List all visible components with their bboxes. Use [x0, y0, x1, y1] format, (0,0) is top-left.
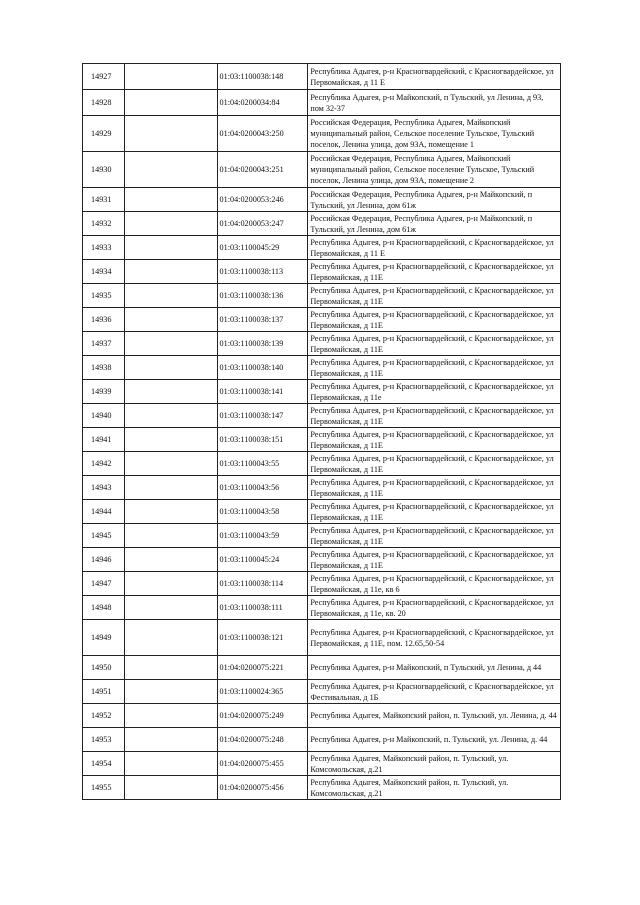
- row-number: 14953: [83, 728, 125, 752]
- cadastral-number: 01:03:1100038:139: [217, 332, 308, 356]
- row-number: 14942: [83, 452, 125, 476]
- empty-cell: [124, 260, 217, 284]
- address: Республика Адыгея, Майкопский район, п. Тульский, ул. Ленина, д. 44: [308, 704, 561, 728]
- row-number: 14930: [83, 152, 125, 188]
- row-number: 14932: [83, 212, 125, 236]
- address: Республика Адыгея, р-н Красногвардейский, с Красногвардейское, ул Первомайская, д 11Е: [308, 308, 561, 332]
- row-number: 14934: [83, 260, 125, 284]
- row-number: 14955: [83, 776, 125, 800]
- empty-cell: [124, 452, 217, 476]
- empty-cell: [124, 90, 217, 116]
- table-row: [83, 332, 561, 356]
- row-number: 14935: [83, 284, 125, 308]
- cadastral-number: 01:03:1100038:151: [217, 428, 308, 452]
- cadastral-number: 01:04:0200043:251: [217, 152, 308, 188]
- cadastral-number: 01:03:1100038:140: [217, 356, 308, 380]
- cadastral-number: 01:03:1100045:24: [217, 548, 308, 572]
- address: Российская Федерация, Республика Адыгея, р-н Майкопский, п Тульский, ул Ленина, дом 61ж: [308, 212, 561, 236]
- table-row: [83, 572, 561, 596]
- empty-cell: [124, 308, 217, 332]
- cadastral-number: 01:03:1100043:58: [217, 500, 308, 524]
- cadastral-number: 01:03:1100038:148: [217, 64, 308, 90]
- cadastral-number: 01:03:1100024:365: [217, 680, 308, 704]
- address: Республика Адыгея, р-н Красногвардейский, с Красногвардейское, ул Первомайская, д 11Е: [308, 452, 561, 476]
- table-row: [83, 116, 561, 152]
- cadastral-number: 01:03:1100043:55: [217, 452, 308, 476]
- table-row: [83, 476, 561, 500]
- table-row: [83, 776, 561, 800]
- cadastral-number: 01:04:0200043:250: [217, 116, 308, 152]
- cadastral-number: 01:03:1100038:113: [217, 260, 308, 284]
- table-row: [83, 236, 561, 260]
- address: Российская Федерация, Республика Адыгея, р-н Майкопский, п Тульский, ул Ленина, дом 61ж: [308, 188, 561, 212]
- address: Республика Адыгея, р-н Красногвардейский, с Красногвардейское, ул Фестивальная, д 1Б: [308, 680, 561, 704]
- empty-cell: [124, 212, 217, 236]
- table-row: [83, 728, 561, 752]
- table-row: [83, 212, 561, 236]
- address: Республика Адыгея, р-н Красногвардейский, с Красногвардейское, ул Первомайская, д 11е: [308, 380, 561, 404]
- cadastral-number: 01:03:1100038:114: [217, 572, 308, 596]
- address: Республика Адыгея, р-н Красногвардейский, с Красногвардейское, ул Первомайская, д 11Е: [308, 524, 561, 548]
- records-table: [82, 63, 561, 800]
- row-number: 14952: [83, 704, 125, 728]
- row-number: 14928: [83, 90, 125, 116]
- empty-cell: [124, 548, 217, 572]
- empty-cell: [124, 284, 217, 308]
- table-row: [83, 428, 561, 452]
- address: Республика Адыгея, р-н Красногвардейский, с Красногвардейское, ул Первомайская, д 11Е: [308, 260, 561, 284]
- address: Республика Адыгея, р-н Красногвардейский, с Красногвардейское, ул Первомайская, д 11е, кв. 20: [308, 596, 561, 620]
- table-row: [83, 356, 561, 380]
- table-row: [83, 500, 561, 524]
- empty-cell: [124, 332, 217, 356]
- row-number: 14943: [83, 476, 125, 500]
- records-table-body: [83, 64, 561, 800]
- row-number: 14947: [83, 572, 125, 596]
- cadastral-number: 01:04:0200075:456: [217, 776, 308, 800]
- row-number: 14951: [83, 680, 125, 704]
- row-number: 14941: [83, 428, 125, 452]
- address: Республика Адыгея, р-н Красногвардейский, с Красногвардейское, ул Первомайская, д 11Е: [308, 356, 561, 380]
- empty-cell: [124, 680, 217, 704]
- row-number: 14946: [83, 548, 125, 572]
- address: Республика Адыгея, р-н Майкопский, п Тульский, ул Ленина, д 93, пом 32-37: [308, 90, 561, 116]
- empty-cell: [124, 500, 217, 524]
- cadastral-number: 01:03:1100038:136: [217, 284, 308, 308]
- empty-cell: [124, 596, 217, 620]
- address: Республика Адыгея, р-н Красногвардейский, с Красногвардейское, ул Первомайская, д 11Е: [308, 404, 561, 428]
- address: Республика Адыгея, р-н Майкопский, п Тульский, ул Ленина, д 44: [308, 656, 561, 680]
- cadastral-number: 01:04:0200075:455: [217, 752, 308, 776]
- address: Республика Адыгея, р-н Красногвардейский, с Красногвардейское, ул Первомайская, д 11 Е: [308, 64, 561, 90]
- row-number: 14948: [83, 596, 125, 620]
- document-page: [82, 63, 561, 800]
- row-number: 14929: [83, 116, 125, 152]
- table-row: [83, 452, 561, 476]
- cadastral-number: 01:03:1100043:56: [217, 476, 308, 500]
- table-row: [83, 64, 561, 90]
- empty-cell: [124, 152, 217, 188]
- cadastral-number: 01:04:0200034:84: [217, 90, 308, 116]
- empty-cell: [124, 356, 217, 380]
- address: Республика Адыгея, р-н Красногвардейский, с Красногвардейское, ул Первомайская, д 11е, кв 6: [308, 572, 561, 596]
- table-row: [83, 284, 561, 308]
- empty-cell: [124, 428, 217, 452]
- cadastral-number: 01:04:0200053:247: [217, 212, 308, 236]
- table-row: [83, 308, 561, 332]
- address: Республика Адыгея, р-н Красногвардейский, с Красногвардейское, ул Первомайская, д 11Е, пом. 12.65,50-54: [308, 620, 561, 656]
- table-row: [83, 680, 561, 704]
- address: Республика Адыгея, Майкопский район, п. Тульский, ул. Комсомольская, д.21: [308, 776, 561, 800]
- address: Республика Адыгея, р-н Красногвардейский, с Красногвардейское, ул Первомайская, д 11 Е: [308, 236, 561, 260]
- row-number: 14954: [83, 752, 125, 776]
- row-number: 14939: [83, 380, 125, 404]
- empty-cell: [124, 404, 217, 428]
- table-row: [83, 260, 561, 284]
- address: Республика Адыгея, р-н Красногвардейский, с Красногвардейское, ул Первомайская, д 11Е: [308, 500, 561, 524]
- row-number: 14927: [83, 64, 125, 90]
- address: Республика Адыгея, Майкопский район, п. Тульский, ул. Комсомольская, д.21: [308, 752, 561, 776]
- cadastral-number: 01:03:1100038:141: [217, 380, 308, 404]
- empty-cell: [124, 380, 217, 404]
- empty-cell: [124, 572, 217, 596]
- row-number: 14950: [83, 656, 125, 680]
- row-number: 14945: [83, 524, 125, 548]
- empty-cell: [124, 656, 217, 680]
- cadastral-number: 01:03:1100038:147: [217, 404, 308, 428]
- cadastral-number: 01:04:0200075:249: [217, 704, 308, 728]
- empty-cell: [124, 236, 217, 260]
- empty-cell: [124, 524, 217, 548]
- cadastral-number: 01:03:1100038:111: [217, 596, 308, 620]
- table-row: [83, 656, 561, 680]
- empty-cell: [124, 116, 217, 152]
- table-row: [83, 152, 561, 188]
- cadastral-number: 01:04:0200053:246: [217, 188, 308, 212]
- row-number: 14940: [83, 404, 125, 428]
- row-number: 14938: [83, 356, 125, 380]
- cadastral-number: 01:04:0200075:221: [217, 656, 308, 680]
- address: Республика Адыгея, р-н Красногвардейский, с Красногвардейское, ул Первомайская, д 11Е: [308, 548, 561, 572]
- row-number: 14937: [83, 332, 125, 356]
- table-row: [83, 90, 561, 116]
- address: Республика Адыгея, р-н Красногвардейский, с Красногвардейское, ул Первомайская, д 11Е: [308, 284, 561, 308]
- empty-cell: [124, 620, 217, 656]
- table-row: [83, 596, 561, 620]
- row-number: 14936: [83, 308, 125, 332]
- address: Республика Адыгея, р-н Красногвардейский, с Красногвардейское, ул Первомайская, д 11Е: [308, 476, 561, 500]
- address: Республика Адыгея, р-н Красногвардейский, с Красногвардейское, ул Первомайская, д 11Е: [308, 332, 561, 356]
- cadastral-number: 01:03:1100038:121: [217, 620, 308, 656]
- table-row: [83, 380, 561, 404]
- row-number: 14933: [83, 236, 125, 260]
- table-row: [83, 188, 561, 212]
- table-row: [83, 548, 561, 572]
- empty-cell: [124, 188, 217, 212]
- table-row: [83, 620, 561, 656]
- table-row: [83, 752, 561, 776]
- row-number: 14944: [83, 500, 125, 524]
- address: Российская Федерация, Республика Адыгея, Майкопский муниципальный район, Сельское поселение Тульское, Тульский поселок, Ленина улица, дом 93А, помещение 1: [308, 116, 561, 152]
- row-number: 14949: [83, 620, 125, 656]
- table-row: [83, 404, 561, 428]
- cadastral-number: 01:04:0200075:248: [217, 728, 308, 752]
- row-number: 14931: [83, 188, 125, 212]
- empty-cell: [124, 728, 217, 752]
- address: Российская Федерация, Республика Адыгея, Майкопский муниципальный район, Сельское поселение Тульское, Тульский поселок, Ленина улица, дом 93А, помещение 2: [308, 152, 561, 188]
- address: Республика Адыгея, р-н Красногвардейский, с Красногвардейское, ул Первомайская, д 11Е: [308, 428, 561, 452]
- empty-cell: [124, 776, 217, 800]
- empty-cell: [124, 476, 217, 500]
- empty-cell: [124, 64, 217, 90]
- table-row: [83, 524, 561, 548]
- table-row: [83, 704, 561, 728]
- cadastral-number: 01:03:1100038:137: [217, 308, 308, 332]
- empty-cell: [124, 752, 217, 776]
- cadastral-number: 01:03:1100043:59: [217, 524, 308, 548]
- cadastral-number: 01:03:1100045:29: [217, 236, 308, 260]
- empty-cell: [124, 704, 217, 728]
- address: Республика Адыгея, р-н Майкопский, п. Тульский, ул. Ленина, д. 44: [308, 728, 561, 752]
